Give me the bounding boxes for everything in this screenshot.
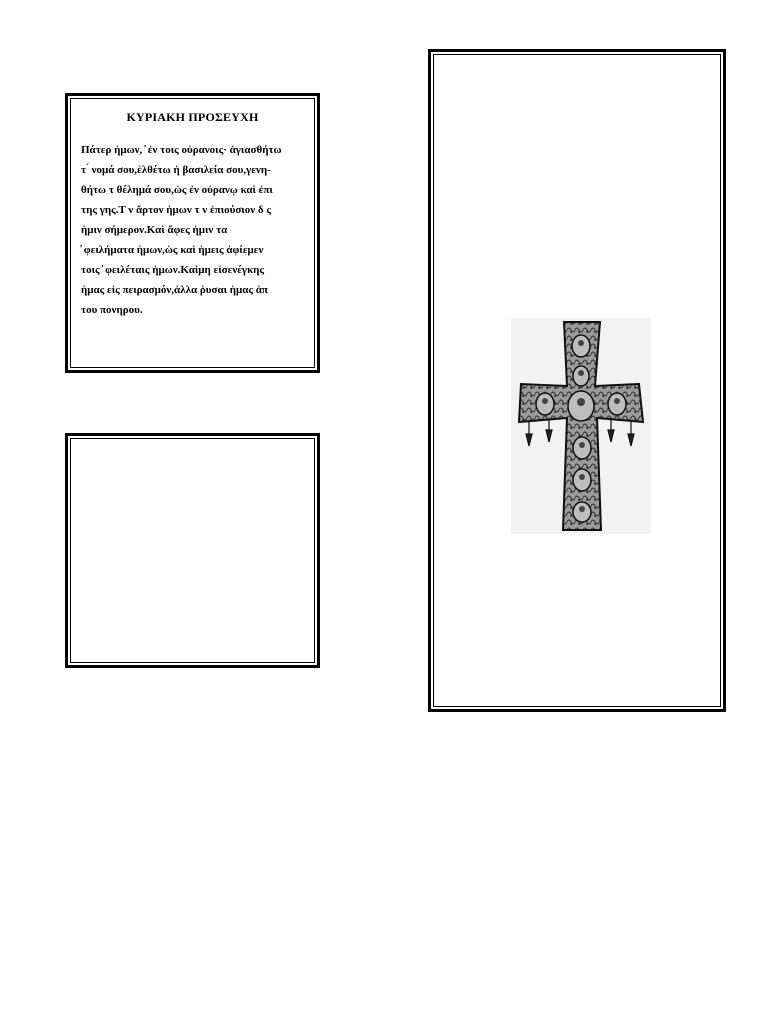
prayer-line: ̓ φειλήματα ἡμων,ὡς καὶ ἡμεις ἀφίεμεν [81, 244, 264, 256]
prayer-line: θήτω τ θέλημά σου,ὡς ἐν οὐρανῳ καὶ ἐπι [81, 184, 273, 196]
prayer-line: της γης.Τ ν ἄρτον ἡμων τ ν ἐπιούσιον δ ς [81, 204, 271, 216]
byzantine-cross-icon [511, 318, 651, 534]
prayer-title: ΚΥΡΙΑΚΗ ΠΡΟΣΕΥΧΗ [126, 110, 259, 124]
prayer-line: τ ́ νομά σου,ἐλθέτω ἡ βασιλεία σου,γενη- [81, 164, 271, 176]
prayer-line: τοις ̓ φειλέταις ἡμων.Καὶμη εἰσενέγκης [81, 264, 265, 276]
prayer-line: ἡμας εἰς πειρασμόν,ἀλλα ῥυσαι ἡμας ἀπ [81, 284, 268, 296]
prayer-line: Πάτερ ἡμων, ̓ ἐν τοις οὐρανοις· ἁγιασθήτω [81, 144, 282, 156]
prayer-line: του πονηρου. [81, 304, 143, 316]
prayer-line: ἡμιν σήμερον.Καὶ ἄφες ἡμιν τα [81, 224, 228, 236]
prayer-box [65, 93, 320, 373]
prayer-text [81, 140, 311, 320]
empty-box [65, 433, 320, 668]
cross-panel [428, 49, 726, 712]
